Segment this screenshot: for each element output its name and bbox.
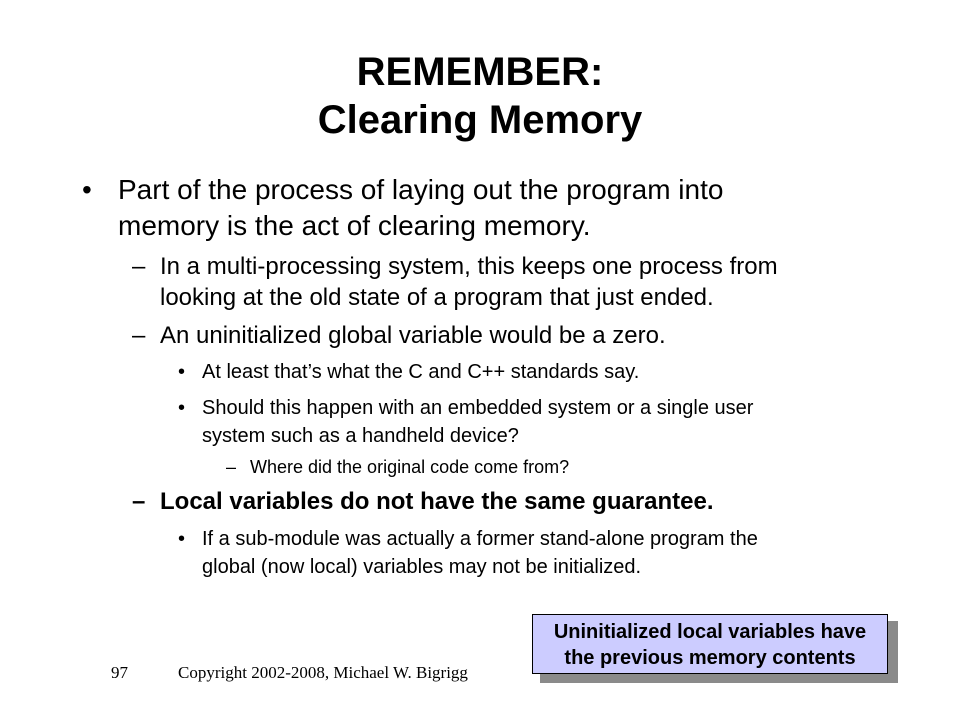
bullet-1b-i: At least that’s what the C and C++ standards say.	[202, 361, 640, 383]
bullet-1c-i-line-1: If a sub-module was actually a former stand-alone program the	[202, 528, 758, 550]
bullet-1-line-1: Part of the process of laying out the program into	[118, 174, 724, 205]
slide-title	[0, 48, 960, 144]
bullet-marker: •	[178, 361, 186, 383]
bullet-1b-ii-line-2: system such as a handheld device?	[202, 425, 519, 447]
bullet-1a-line-1: In a multi-processing system, this keeps one process from	[160, 253, 778, 280]
bullet-marker: •	[178, 528, 186, 550]
bullet-1b-line-1: An uninitialized global variable would be a zero.	[160, 322, 666, 349]
bullet-1b-ii-line-1: Should this happen with an embedded system or a single user	[202, 397, 754, 419]
bullet-1-line-2: memory is the act of clearing memory.	[118, 210, 591, 241]
callout-line-2: the previous memory contents	[564, 647, 856, 669]
dash-marker: –	[132, 253, 146, 280]
bullet-1c-i-line-2: global (now local) variables may not be initialized.	[202, 556, 642, 578]
dash-marker: –	[132, 488, 146, 515]
title-line-1: REMEMBER:	[356, 50, 604, 94]
bullet-marker: •	[178, 397, 186, 419]
title-line-2: Clearing Memory	[317, 98, 643, 142]
page-number: 97	[111, 663, 128, 682]
callout-box	[532, 614, 888, 674]
dash-marker: –	[132, 322, 146, 349]
bullet-marker: •	[82, 174, 92, 205]
dash-marker: –	[226, 457, 237, 477]
bullet-1b-ii-a: Where did the original code come from?	[250, 457, 570, 477]
callout-line-1: Uninitialized local variables have	[553, 621, 867, 643]
copyright-text: Copyright 2002-2008, Michael W. Bigrigg	[178, 663, 468, 682]
bullet-1a-line-2: looking at the old state of a program that just ended.	[160, 284, 714, 311]
bullet-1c-line-1: Local variables do not have the same guarantee.	[160, 488, 714, 515]
